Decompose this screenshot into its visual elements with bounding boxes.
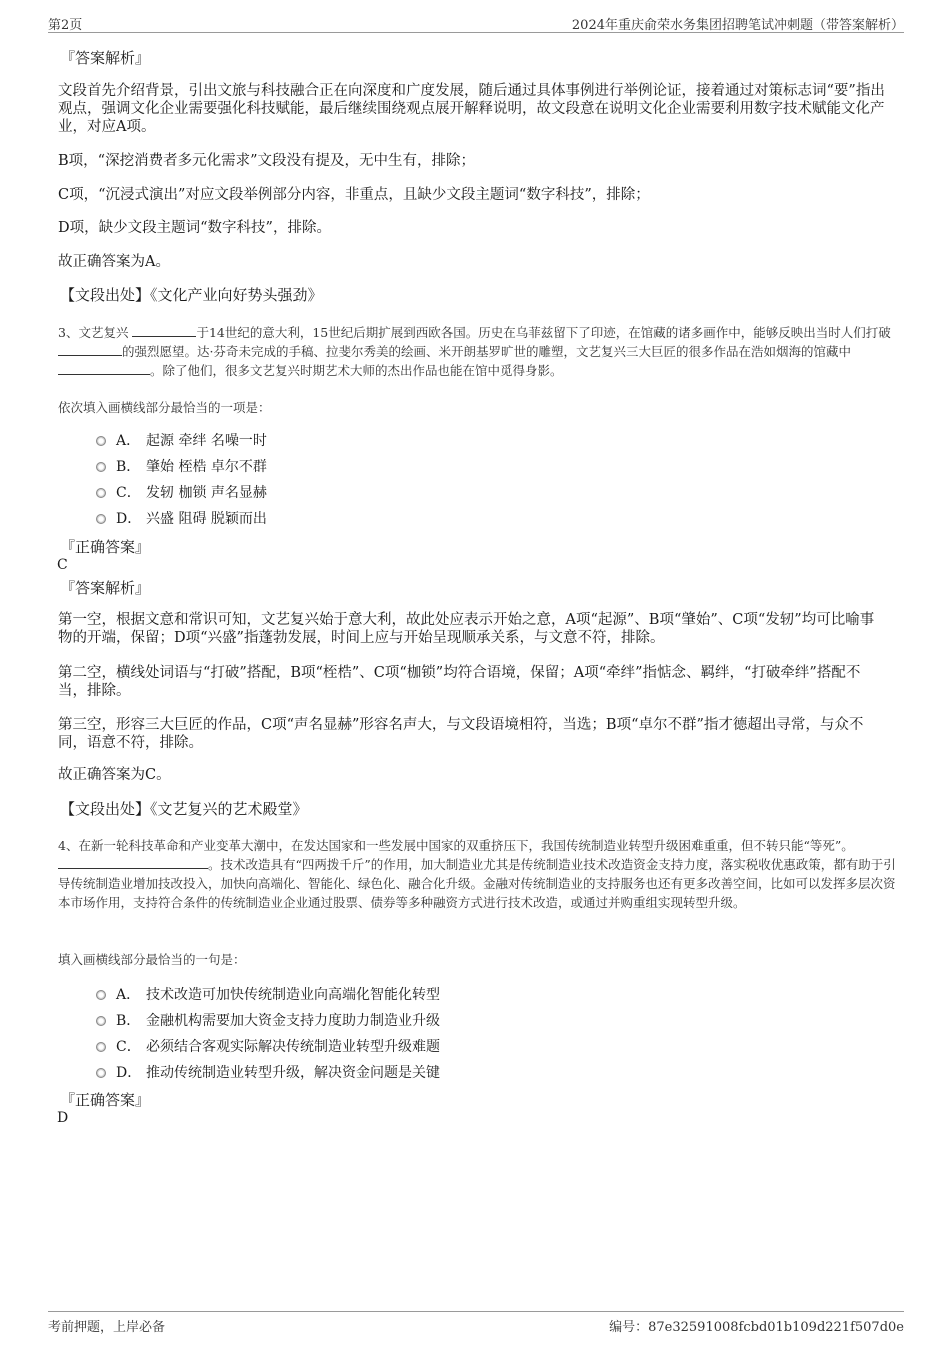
correct-answer-label: 『正确答案』 [60,538,151,556]
question-4-stem [58,836,898,912]
analysis-conclusion: 故正确答案为C。 [58,767,171,783]
question-text: 3、文艺复兴 [58,325,129,340]
analysis-label: 『答案解析』 [60,579,151,597]
correct-answer: D [57,1110,69,1126]
page-number: 第2页 [48,18,83,33]
text-source: 【文段出处】《文艺复兴的艺术殿堂》 [60,800,308,818]
analysis-paragraph: C项，“沉浸式演出”对应文段举例部分内容，非重点，且缺少文段主题词“数字科技”，排除； [58,187,650,203]
radio-icon[interactable] [96,462,106,472]
analysis-label: 『答案解析』 [60,49,151,67]
option-a[interactable]: A． 起源 牵绊 名噪一时 [96,431,267,451]
correct-answer: C [57,557,68,573]
analysis-paragraph: D项，缺少文段主题词“数字科技”，排除。 [58,220,331,236]
question-text: 于14世纪的意大利，15世纪后期扩展到西欧各国。历史在乌菲兹留下了印迹，在馆藏的诸多画作中，能够反映出当时人们打破 [196,325,891,340]
question-instruction: 依次填入画横线部分最恰当的一项是： [58,400,271,415]
analysis-paragraph: 文段首先介绍背景，引出文旅与科技融合正在向深度和广度发展，随后通过具体事例进行举例论证，接着通过对策标志词“要”指出观点，强调文化企业需要强化科技赋能，最后继续围绕观点展开解释说明，故文段意在说明文化企业需要利用数字技术赋能文化产业，对应A项。 [58,83,885,135]
fill-blank [58,855,208,869]
radio-icon[interactable] [96,1042,106,1052]
analysis-paragraph: 第三空，形容三大巨匠的作品，C项“声名显赫”形容名声大，与文段语境相符，当选；B项“卓尔不群”指才德超出寻常，与众不同，语意不符，排除。 [58,717,864,751]
correct-answer-label: 『正确答案』 [60,1091,151,1109]
option-b[interactable]: B． 肇始 桎梏 卓尔不群 [96,457,267,477]
analysis-conclusion: 故正确答案为A。 [58,254,170,270]
text-source: 【文段出处】《文化产业向好势头强劲》 [60,286,323,304]
radio-icon[interactable] [96,990,106,1000]
radio-icon[interactable] [96,1016,106,1026]
page-footer [48,1311,904,1334]
radio-icon[interactable] [96,436,106,446]
document-id: 编号：87e32591008fcbd01b109d221f507d0e [609,1320,904,1335]
question-3-stem [58,323,898,380]
question-instruction: 填入画横线部分最恰当的一句是： [58,952,246,967]
option-d[interactable]: D． 推动传统制造业转型升级，解决资金问题是关键 [96,1063,440,1083]
radio-icon[interactable] [96,488,106,498]
radio-icon[interactable] [96,514,106,524]
page-header [48,12,904,33]
analysis-paragraph: 第二空，横线处词语与“打破”搭配，B项“桎梏”、C项“枷锁”均符合语境，保留；A项“牵绊”指惦念、羁绊，“打破牵绊”搭配不当，排除。 [58,665,861,699]
question-text: 的强烈愿望。达·芬奇未完成的手稿、拉斐尔秀美的绘画、米开朗基罗旷世的雕塑，文艺复兴三大巨匠的很多作品在浩如烟海的馆藏中 [122,344,851,359]
question-text: 4、在新一轮科技革命和产业变革大潮中，在发达国家和一些发展中国家的双重挤压下，我国传统制造业转型升级困难重重，但不转只能“等死”。 [58,838,854,853]
option-c[interactable]: C． 必须结合客观实际解决传统制造业转型升级难题 [96,1037,440,1057]
option-c[interactable]: C． 发轫 枷锁 声名显赫 [96,483,267,503]
analysis-paragraph: B项，“深挖消费者多元化需求”文段没有提及，无中生有，排除； [58,153,475,169]
footer-slogan: 考前押题，上岸必备 [48,1320,166,1335]
option-d[interactable]: D． 兴盛 阻碍 脱颖而出 [96,509,267,529]
fill-blank [58,342,122,356]
question-text: 。技术改造具有“四两拨千斤”的作用，加大制造业尤其是传统制造业技术改造资金支持力度，落实税收优惠政策，都有助于引导传统制造业增加技改投入，加快向高端化、智能化、绿色化、融合化升级。金融对传统制造业的支持服务也还有更多改善空间，比如可以发挥多层次资本市场作用，支持符合条件的传统制造业企业通过股票、债券等多种融资方式进行技术改造，或通过并购重组实现转型升级。 [58,857,896,910]
option-a[interactable]: A． 技术改造可加快传统制造业向高端化智能化转型 [96,985,440,1005]
option-b[interactable]: B． 金融机构需要加大资金支持力度助力制造业升级 [96,1011,440,1031]
analysis-paragraph: 第一空，根据文意和常识可知，文艺复兴始于意大利，故此处应表示开始之意，A项“起源”、B项“肇始”、C项“发轫”均可比喻事物的开端，保留；D项“兴盛”指蓬勃发展，时间上应与开始呈现顺承关系，与文意不符，排除。 [58,612,875,646]
document-title: 2024年重庆俞荣水务集团招聘笔试冲刺题（带答案解析） [571,18,904,33]
radio-icon[interactable] [96,1068,106,1078]
question-text: 。除了他们，很多文艺复兴时期艺术大师的杰出作品也能在馆中觅得身影。 [150,363,563,378]
fill-blank [132,323,196,337]
fill-blank [58,361,150,375]
